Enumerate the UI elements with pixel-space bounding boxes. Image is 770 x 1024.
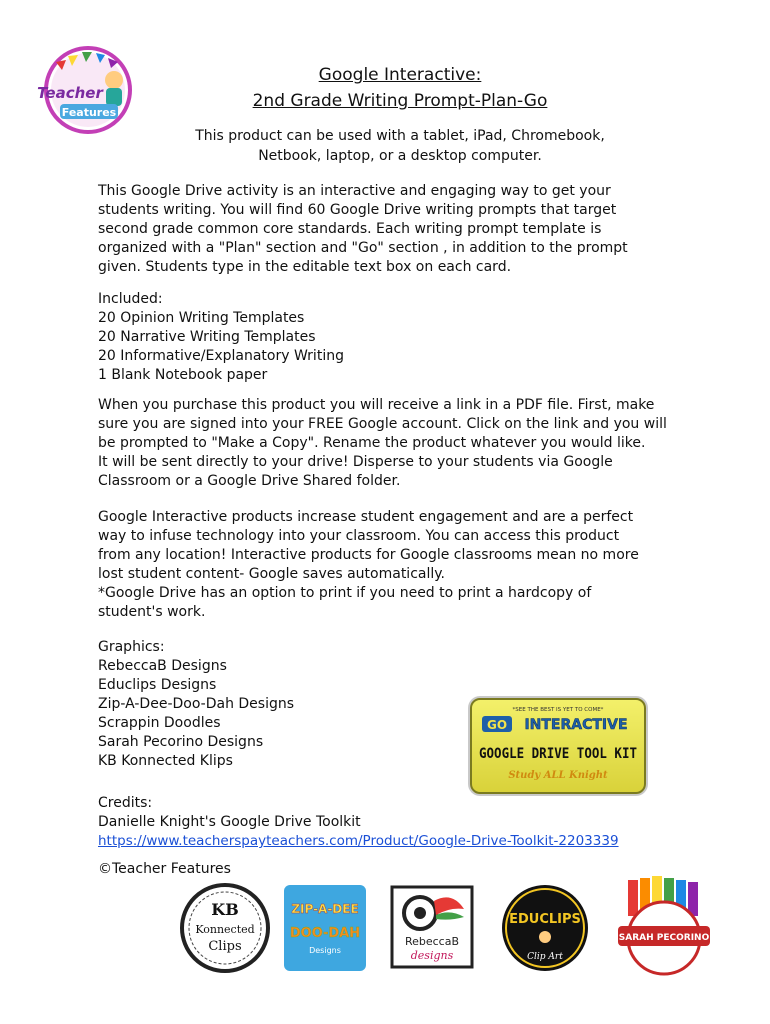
graphics-item: RebeccaB Designs bbox=[98, 658, 227, 674]
credits-line: Danielle Knight's Google Drive Toolkit bbox=[98, 814, 361, 830]
included-item: 20 Narrative Writing Templates bbox=[98, 329, 316, 345]
intro-paragraph bbox=[98, 182, 698, 277]
subtitle-line-2: Netbook, laptop, or a desktop computer. bbox=[258, 148, 542, 164]
rebecca-text-designs: designs bbox=[410, 949, 454, 962]
credits-section bbox=[98, 794, 718, 851]
purchase-line: It will be sent directly to your drive! Disperse to your students via Google bbox=[98, 454, 613, 470]
benefits-line: lost student content- Google saves automatically. bbox=[98, 566, 445, 582]
intro-line: This Google Drive activity is an interactive and engaging way to get your bbox=[98, 183, 611, 199]
logo-graphic bbox=[36, 40, 140, 134]
rebecca-text-name: RebeccaB bbox=[404, 935, 460, 948]
included-item: 1 Blank Notebook paper bbox=[98, 367, 268, 383]
zip-a-dee-doo-dah-badge bbox=[282, 883, 368, 973]
toolkit-graphic bbox=[472, 700, 644, 792]
intro-line: second grade common core standards. Each writing prompt template is bbox=[98, 221, 602, 237]
intro-line: organized with a "Plan" section and "Go" section , in addition to the prompt bbox=[98, 240, 628, 256]
rebecca-badge-graphic bbox=[390, 883, 474, 973]
benefits-line: student's work. bbox=[98, 604, 206, 620]
sarah-pecorino-badge bbox=[614, 876, 714, 976]
toolkit-main-title: GOOGLE DRIVE TOOL KIT bbox=[479, 746, 637, 762]
kb-text-clips: Clips bbox=[208, 939, 242, 954]
benefits-line: way to infuse technology into your classroom. You can access this product bbox=[98, 528, 620, 544]
intro-line: given. Students type in the editable text box on each card. bbox=[98, 259, 512, 275]
purchase-line: be prompted to "Make a Copy". Rename the product whatever you would like. bbox=[98, 435, 646, 451]
benefits-paragraph bbox=[98, 508, 698, 622]
toolkit-tagline: *SEE THE BEST IS YET TO COME* bbox=[512, 707, 604, 713]
copyright-line: ©Teacher Features bbox=[98, 861, 231, 877]
zip-text-line3: Designs bbox=[309, 946, 341, 955]
graphics-item: Educlips Designs bbox=[98, 677, 217, 693]
page-subtitle bbox=[140, 126, 660, 166]
included-item: 20 Informative/Explanatory Writing bbox=[98, 348, 344, 364]
educlips-clipart-text: Clip Art bbox=[527, 952, 563, 962]
benefits-line: Google Interactive products increase student engagement and are a perfect bbox=[98, 509, 634, 525]
toolkit-go: GO bbox=[486, 718, 508, 732]
page-title bbox=[140, 62, 660, 114]
sarah-text: SARAH PECORINO bbox=[618, 933, 710, 943]
rebeccab-designs-badge bbox=[390, 883, 474, 973]
included-heading: Included: bbox=[98, 291, 163, 307]
educlips-text: EDUCLIPS bbox=[509, 912, 581, 927]
benefits-line: *Google Drive has an option to print if you need to print a hardcopy of bbox=[98, 585, 592, 601]
intro-line: students writing. You will find 60 Google Drive writing prompts that target bbox=[98, 202, 617, 218]
zip-text-line1: ZIP-A-DEE bbox=[291, 902, 359, 916]
google-drive-toolkit-image bbox=[470, 698, 646, 794]
title-line-2: 2nd Grade Writing Prompt-Plan-Go bbox=[252, 91, 548, 111]
graphics-heading: Graphics: bbox=[98, 639, 165, 655]
purchase-paragraph bbox=[98, 396, 698, 491]
kb-text-konnected: Konnected bbox=[195, 923, 255, 936]
toolkit-interactive: INTERACTIVE bbox=[524, 717, 628, 733]
included-item: 20 Opinion Writing Templates bbox=[98, 310, 305, 326]
logo-text-teacher: Teacher bbox=[37, 84, 103, 102]
subtitle-line-1: This product can be used with a tablet, iPad, Chromebook, bbox=[195, 128, 605, 144]
purchase-line: sure you are signed into your FREE Google account. Click on the link and you will bbox=[98, 416, 667, 432]
graphics-item: Scrappin Doodles bbox=[98, 715, 221, 731]
graphics-item: KB Konnected Klips bbox=[98, 753, 233, 769]
included-list bbox=[98, 290, 698, 385]
toolkit-byline: Study ALL Knight bbox=[508, 770, 608, 781]
purchase-line: Classroom or a Google Drive Shared folder. bbox=[98, 473, 401, 489]
zip-text-line2: DOO-DAH bbox=[289, 926, 361, 941]
zip-badge-graphic bbox=[282, 883, 368, 973]
benefits-line: from any location! Interactive products for Google classrooms mean no more bbox=[98, 547, 639, 563]
sarah-badge-graphic bbox=[614, 876, 714, 976]
teacher-features-logo bbox=[36, 40, 140, 134]
kb-konnected-clips-badge bbox=[180, 883, 270, 973]
credits-heading: Credits: bbox=[98, 795, 153, 811]
credits-link[interactable]: https://www.teacherspayteachers.com/Product/Google-Drive-Toolkit-2203339 bbox=[98, 833, 619, 849]
educlips-badge bbox=[500, 883, 590, 973]
purchase-line: When you purchase this product you will receive a link in a PDF file. First, make bbox=[98, 397, 655, 413]
graphics-item: Zip-A-Dee-Doo-Dah Designs bbox=[98, 696, 295, 712]
logo-text-features: Features bbox=[61, 106, 117, 119]
kb-badge-graphic bbox=[180, 883, 270, 973]
graphics-list bbox=[98, 638, 428, 771]
kb-text: KB bbox=[211, 900, 239, 919]
graphics-item: Sarah Pecorino Designs bbox=[98, 734, 264, 750]
educlips-badge-graphic bbox=[500, 883, 590, 973]
title-line-1: Google Interactive: bbox=[318, 65, 482, 85]
